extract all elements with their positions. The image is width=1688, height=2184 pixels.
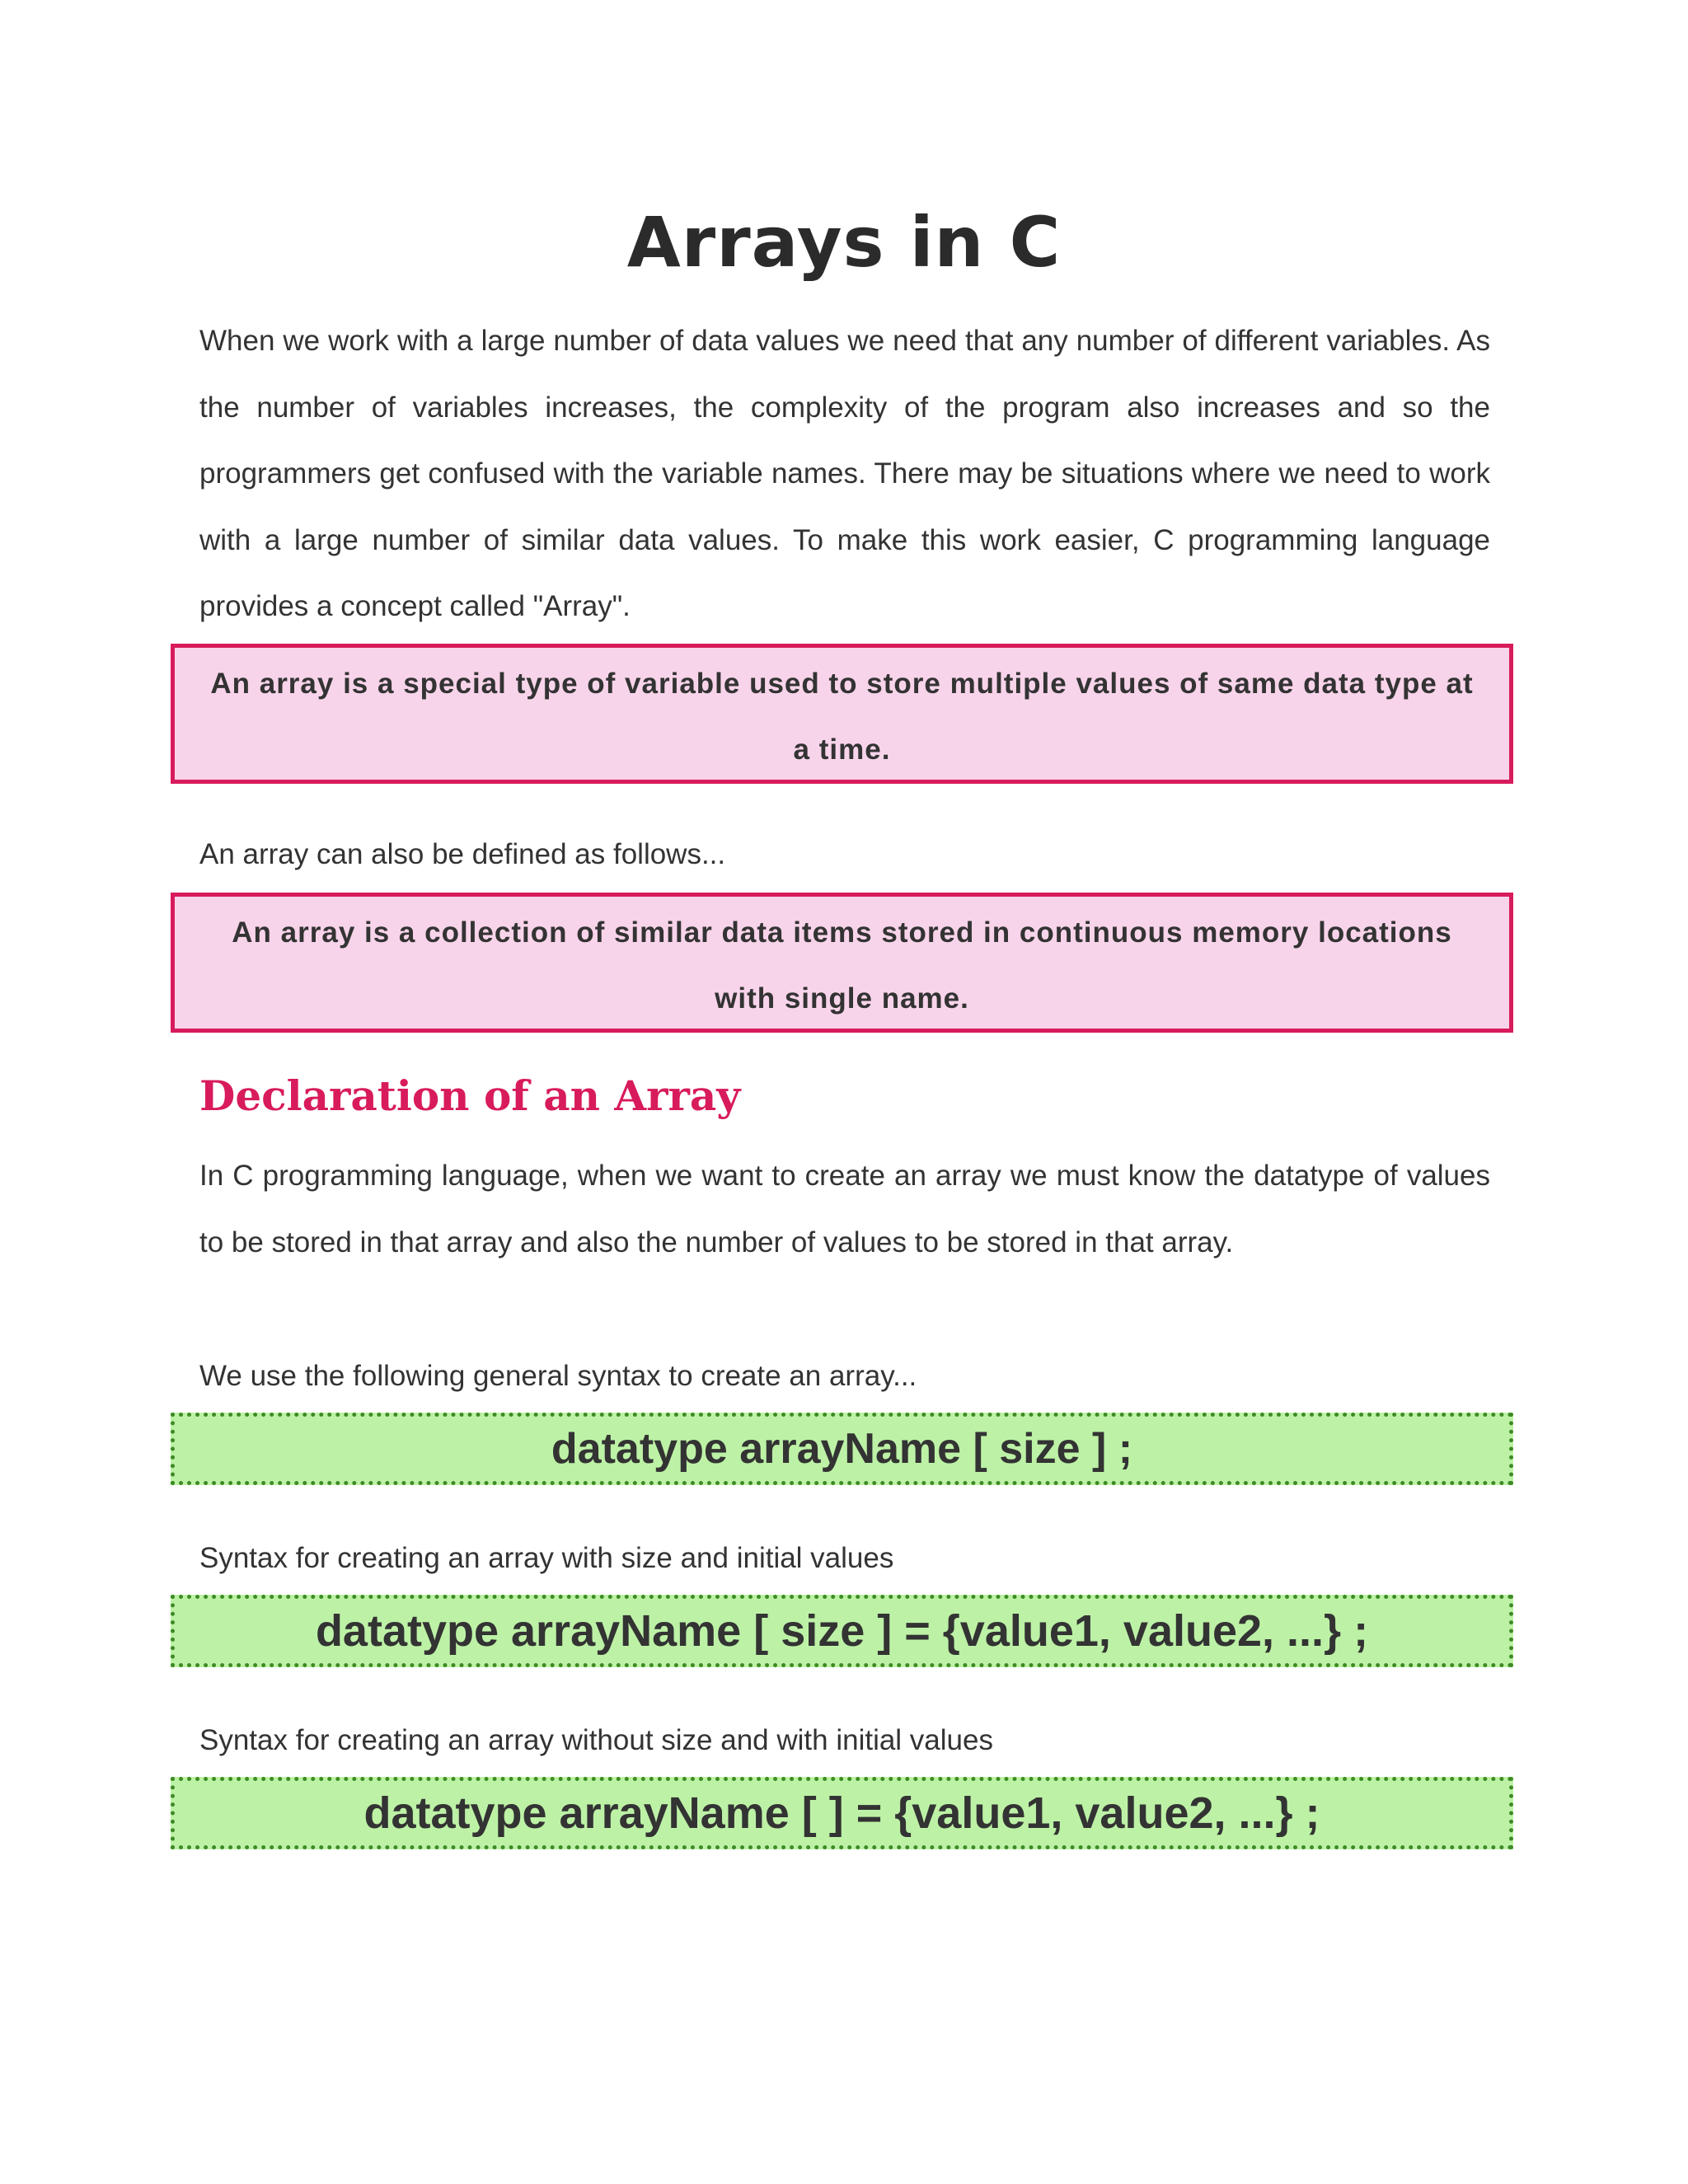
section-heading-declaration: Declaration of an Array	[199, 1071, 741, 1120]
definition-box-1: An array is a special type of variable used to store multiple values of same data type at a time.	[171, 644, 1513, 784]
syntax-box-basic: datatype arrayName [ size ] ;	[171, 1413, 1513, 1485]
syntax-box-without-size: datatype arrayName [ ] = {value1, value2, ...} ;	[171, 1777, 1513, 1849]
syntax-box-with-size-and-values: datatype arrayName [ size ] = {value1, value2, ...} ;	[171, 1595, 1513, 1667]
declaration-paragraph: In C programming language, when we want to create an array we must know the datatype of values to be stored in that array and also the number of values to be stored in that array.	[199, 1160, 1490, 1258]
page-title: Arrays in C	[626, 202, 1062, 283]
syntax-3-intro-text: Syntax for creating an array without size and with initial values	[199, 1724, 993, 1756]
syntax-2-intro-text: Syntax for creating an array with size and initial values	[199, 1542, 894, 1574]
syntax-intro-text: We use the following general syntax to create an array...	[199, 1360, 917, 1392]
alt-definition-intro: An array can also be defined as follows...	[199, 838, 726, 870]
definition-box-2: An array is a collection of similar data items stored in continuous memory locations with single name.	[171, 893, 1513, 1033]
intro-paragraph: When we work with a large number of data values we need that any number of different variables. As the number of variables increases, the complexity of the program also increases and so the programmers get confused with the variable names. There may be situations where we need to work with a large number of similar data values. To make this work easier, C programming language provides a concept called "Array".	[199, 325, 1490, 622]
